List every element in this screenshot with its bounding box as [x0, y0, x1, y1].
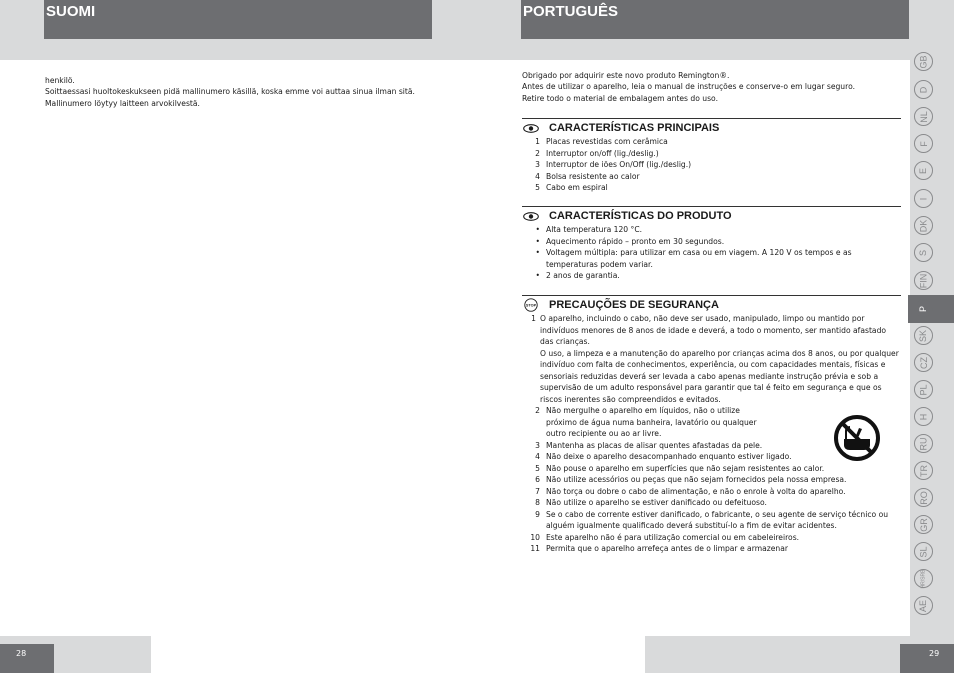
- intro-line: Obrigado por adquirir este novo produto Remington®.: [522, 71, 730, 80]
- section-title: STOP PRECAUÇÕES DE SEGURANÇA: [522, 297, 901, 313]
- eye-icon: [522, 124, 539, 133]
- lang-tab-fin[interactable]: FIN: [914, 271, 933, 290]
- lang-tab-f[interactable]: F: [914, 134, 933, 153]
- lang-tab-pl[interactable]: PL: [914, 380, 933, 399]
- list-item: 8 Não utilize o aparelho se estiver danificado ou defeituoso.: [535, 498, 767, 507]
- lang-tab-sl[interactable]: SL: [914, 542, 933, 561]
- list-item: 11 Permita que o aparelho arrefeça antes de o limpar e armazenar: [530, 544, 788, 553]
- lang-tab-cz[interactable]: CZ: [914, 353, 933, 372]
- list-item: • Alta temperatura 120 °C.: [535, 225, 643, 234]
- list-item: 7 Não torça ou dobre o cabo de alimentação, e não o enrole à volta do aparelho.: [535, 486, 846, 496]
- lang-tab-ro[interactable]: RO: [914, 488, 933, 507]
- lang-tab-sk[interactable]: SK: [914, 326, 933, 345]
- finnish-body: [45, 75, 430, 109]
- list-item: 4 Não deixe o aparelho desacompanhado enquanto estiver ligado.: [535, 452, 792, 461]
- page-header-right: [521, 0, 909, 39]
- lang-tab-hr-srb[interactable]: HR/SRB: [914, 569, 933, 588]
- no-bathtub-icon: [833, 414, 881, 462]
- section-title: CARACTERÍSTICAS DO PRODUTO: [522, 208, 901, 224]
- lang-tab-e[interactable]: E: [914, 161, 933, 180]
- section-title: CARACTERÍSTICAS PRINCIPAIS: [522, 120, 901, 136]
- lang-tab-gr[interactable]: GR: [914, 515, 933, 534]
- body-line: Mallinumero löytyy laitteen arvokilvestä.: [45, 98, 200, 108]
- stop-icon: [522, 301, 539, 310]
- list-item: • 2 anos de garantia.: [535, 271, 620, 280]
- header-title-left: SUOMI: [46, 3, 96, 20]
- body-line: Soittaessasi huoltokeskukseen pidä mallinumero käsillä, koska emme voi auttaa sinua ilman sitä.: [45, 87, 415, 97]
- list-item: 2 Não mergulhe o aparelho em líquidos, não o utilize próximo de água numa banheira, lavatório ou qualquer outro recipiente ou ao ar livre.: [535, 406, 757, 438]
- list-item: 1 O aparelho, incluindo o cabo, não deve ser usado, manipulado, limpo ou mantido por indivíduos menores de 8 anos de idade e deverá, a todo o momento, ser mantido afastado das crianças.: [531, 314, 887, 346]
- product-list: [522, 224, 901, 282]
- page-header-left: [44, 0, 432, 39]
- body-line: henkilö.: [45, 76, 75, 85]
- section-main-features: [522, 118, 901, 194]
- list-item: 3 Interruptor de iões On/Off (lig./deslig.): [535, 160, 692, 169]
- lang-tab-ru[interactable]: RU: [914, 434, 933, 453]
- list-item: 9 Se o cabo de corrente estiver danificado, o fabricante, o seu agente de serviço técnico ou alguém igualmente qualificado deverá substituí-lo a fim de evitar acidentes.: [535, 509, 889, 530]
- list-item: • Aquecimento rápido – pronto em 30 segundos.: [535, 236, 725, 246]
- feature-list: [522, 136, 901, 194]
- lang-tab-d[interactable]: D: [914, 80, 933, 99]
- lang-tab-p[interactable]: P: [914, 299, 933, 318]
- list-item: 6 Não utilize acessórios ou peças que não sejam fornecidos pela nossa empresa.: [535, 475, 847, 484]
- list-item: 5 Não pouse o aparelho em superfícies que não sejam resistentes ao calor.: [535, 463, 825, 473]
- list-item: • Voltagem múltipla: para utilizar em casa ou em viagem. A 120 V os tempos e as temperaturas podem variar.: [535, 248, 852, 269]
- intro-line: Retire todo o material de embalagem antes do uso.: [522, 93, 718, 103]
- section-product-features: [522, 206, 901, 282]
- lang-tab-s[interactable]: S: [914, 243, 933, 262]
- eye-icon: [522, 212, 539, 221]
- list-item: 4 Bolsa resistente ao calor: [535, 171, 640, 181]
- list-item: 10 Este aparelho não é para utilização comercial ou em cabeleireiros.: [530, 532, 800, 542]
- list-item: 2 Interruptor on/off (lig./deslig.): [535, 148, 659, 158]
- intro-line: Antes de utilizar o aparelho, leia o manual de instruções e conserve-o em lugar seguro.: [522, 82, 856, 92]
- lang-tab-i[interactable]: I: [914, 189, 933, 208]
- list-item: 3 Mantenha as placas de alisar quentes afastadas da pele.: [535, 440, 763, 450]
- lang-tab-tr[interactable]: TR: [914, 461, 933, 480]
- list-item: 1 Placas revestidas com cerâmica: [535, 137, 668, 146]
- page-number-left: 28: [0, 644, 54, 673]
- list-item: 5 Cabo em espiral: [535, 183, 608, 192]
- page-number-right: 29: [900, 644, 954, 673]
- lang-tab-gb[interactable]: GB: [914, 52, 933, 71]
- svg-text:STOP: STOP: [525, 303, 536, 308]
- lang-tab-nl[interactable]: NL: [914, 107, 933, 126]
- lang-tab-h[interactable]: H: [914, 407, 933, 426]
- lang-tab-ae[interactable]: AE: [914, 596, 933, 615]
- lang-tab-dk[interactable]: DK: [914, 216, 933, 235]
- list-item: O uso, a limpeza e a manutenção do aparelho por crianças acima dos 8 anos, ou por qualquer indivíduo com falta de conhecimentos, experiência, ou com capacidades mentais, físicas e sensoriais reduzidas deverá ser levada a cabo apenas mediante instrução prévia e sob a supervisão de um adulto responsável para garantir que tal é feito em segurança e que os riscos inerentes são compreendidos e evitados.: [540, 348, 899, 404]
- header-title-right: PORTUGUÊS: [523, 3, 619, 20]
- portuguese-intro: [522, 70, 906, 104]
